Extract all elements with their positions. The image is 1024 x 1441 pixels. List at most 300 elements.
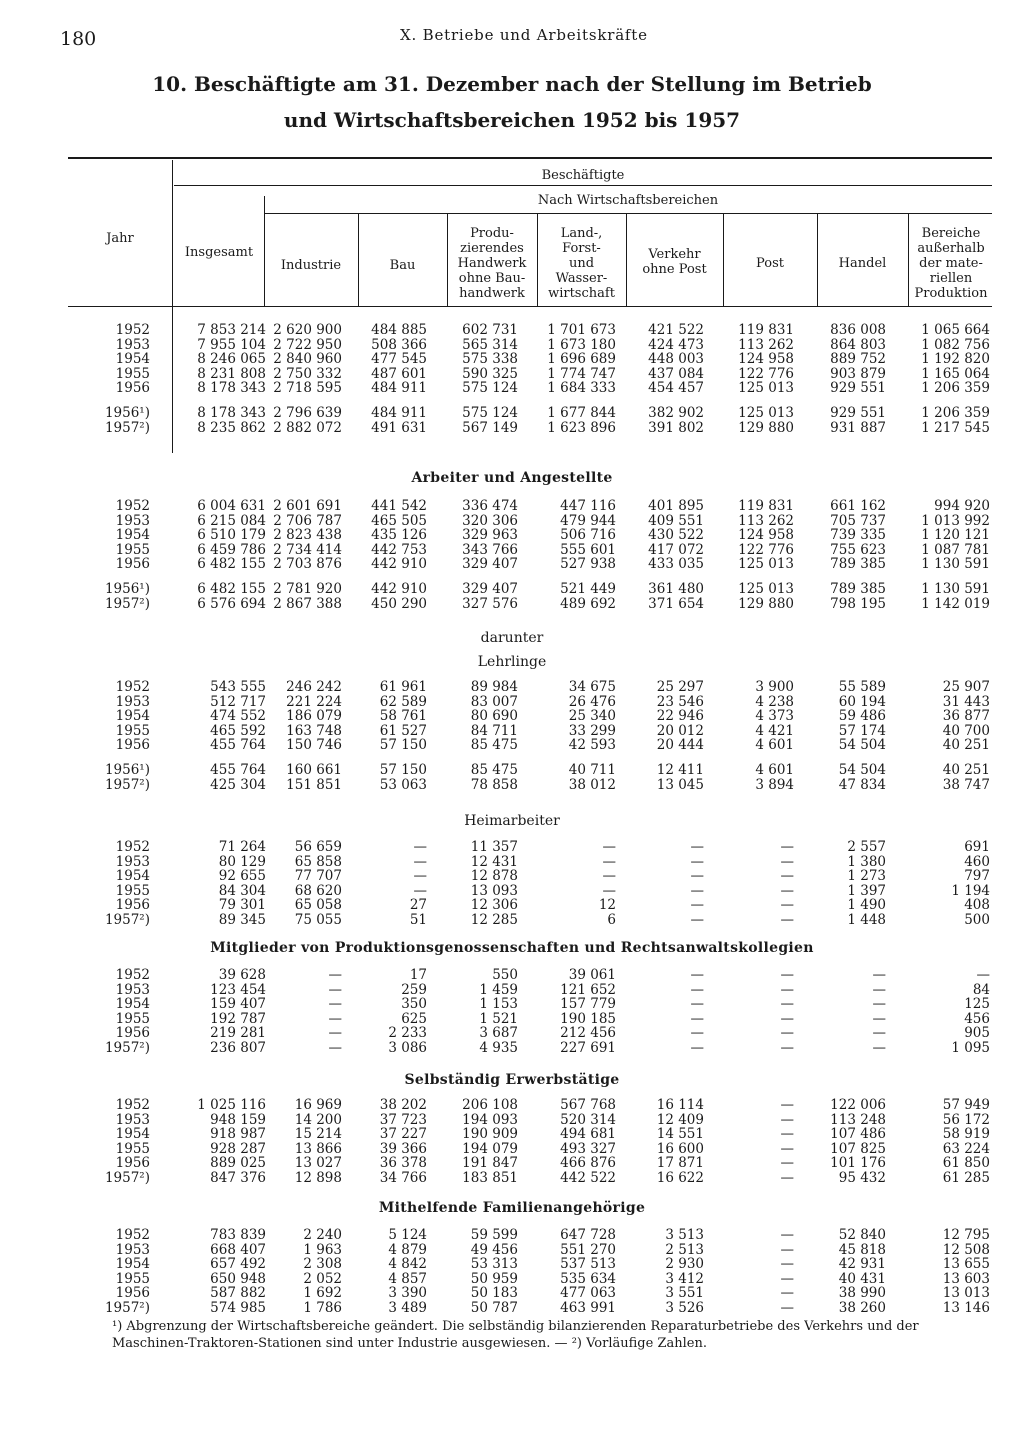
cell-insgesamt: 587 882 <box>210 1285 266 1302</box>
cell-handel: 47 834 <box>838 776 886 793</box>
cell-handel: 836 008 <box>830 322 886 338</box>
cell-verkehr: 2 930 <box>665 1256 704 1273</box>
cell-insgesamt: 543 555 <box>210 679 266 695</box>
table-row <box>0 1228 1024 1243</box>
cell-bau: 442 753 <box>371 541 427 558</box>
cell-insgesamt: 92 655 <box>218 868 266 885</box>
section-title: Heimarbeiter <box>464 813 560 829</box>
cell-bau: 37 723 <box>379 1111 427 1128</box>
cell-post: — <box>780 1040 794 1056</box>
cell-land: 190 185 <box>560 1010 616 1027</box>
table-row <box>0 763 1024 778</box>
cell-post: 4 373 <box>755 708 794 725</box>
cell-bau: 62 589 <box>379 693 427 710</box>
cell-bau: 491 631 <box>371 419 427 436</box>
cell-verkehr: — <box>690 839 704 855</box>
cell-post: — <box>780 1300 794 1316</box>
cell-handel: 95 432 <box>838 1170 886 1186</box>
cell-land: 479 944 <box>560 512 616 529</box>
cell-bereiche: 61 850 <box>942 1155 990 1172</box>
cell-insgesamt: 6 004 631 <box>197 498 266 514</box>
year-cell: 1955 <box>115 365 150 382</box>
cell-verkehr: 20 444 <box>656 737 704 754</box>
cell-handwerk: 50 787 <box>470 1300 518 1316</box>
cell-land: — <box>602 853 616 870</box>
cell-industrie: 2 840 960 <box>273 351 342 368</box>
cell-handwerk: 83 007 <box>470 693 518 710</box>
cell-land: 40 711 <box>568 762 616 778</box>
cell-industrie: 65 858 <box>294 853 342 870</box>
table-row <box>0 778 1024 793</box>
section-title: Lehrlinge <box>477 654 547 670</box>
cell-handel: 107 825 <box>830 1140 886 1157</box>
cell-bereiche: 57 949 <box>942 1097 990 1113</box>
cell-handwerk: 590 325 <box>462 365 518 382</box>
table-row <box>0 1098 1024 1113</box>
cell-handel: 889 752 <box>830 351 886 368</box>
cell-verkehr: — <box>690 1025 704 1042</box>
cell-post: — <box>780 1097 794 1113</box>
table-row <box>0 597 1024 612</box>
cell-bereiche: 40 251 <box>942 762 990 778</box>
cell-industrie: — <box>328 1010 342 1027</box>
cell-industrie: — <box>328 967 342 983</box>
cell-handel: 864 803 <box>830 336 886 353</box>
cell-handel: 38 990 <box>838 1285 886 1302</box>
year-cell: 1952 <box>115 679 150 695</box>
cell-land: 26 476 <box>568 693 616 710</box>
header-verkehr: Verkehr ohne Post <box>642 247 707 277</box>
cell-insgesamt: 455 764 <box>210 737 266 754</box>
cell-post: — <box>780 1256 794 1273</box>
year-cell: 1953 <box>115 853 150 870</box>
cell-bau: 484 911 <box>371 380 427 397</box>
cell-post: — <box>780 981 794 998</box>
cell-verkehr: — <box>690 996 704 1013</box>
cell-post: — <box>780 839 794 855</box>
cell-bau: 484 885 <box>371 322 427 338</box>
cell-verkehr: 17 871 <box>656 1155 704 1172</box>
year-cell: 1954 <box>115 1256 150 1273</box>
year-cell: 1954 <box>115 868 150 885</box>
cell-bereiche: 1 192 820 <box>921 351 990 368</box>
cell-bau: — <box>413 853 427 870</box>
header-bottom-rule <box>68 306 992 307</box>
cell-verkehr: — <box>690 1010 704 1027</box>
cell-handwerk: 327 576 <box>462 595 518 612</box>
cell-bereiche: 1 206 359 <box>921 405 990 421</box>
cell-post: — <box>780 1170 794 1186</box>
cell-verkehr: 454 457 <box>648 380 704 397</box>
cell-bereiche: 61 285 <box>942 1170 990 1186</box>
cell-bau: — <box>413 868 427 885</box>
cell-verkehr: — <box>690 853 704 870</box>
cell-insgesamt: 512 717 <box>210 693 266 710</box>
cell-handel: 755 623 <box>830 541 886 558</box>
cell-land: 447 116 <box>560 498 616 514</box>
cell-verkehr: 3 412 <box>665 1270 704 1287</box>
cell-bau: 487 601 <box>371 365 427 382</box>
year-cell: 1956 <box>115 897 150 914</box>
cell-handwerk: 567 149 <box>462 419 518 436</box>
cell-bau: 27 <box>409 897 427 914</box>
cell-handwerk: 3 687 <box>479 1025 518 1042</box>
cell-bau: 4 842 <box>388 1256 427 1273</box>
cell-bau: 259 <box>401 981 427 998</box>
table-row <box>0 323 1024 338</box>
cell-bau: 57 150 <box>379 762 427 778</box>
cell-bereiche: 460 <box>964 853 990 870</box>
cell-post: — <box>780 967 794 983</box>
cell-bereiche: 1 165 064 <box>921 365 990 382</box>
cell-bau: 17 <box>409 967 427 983</box>
cell-handel: — <box>872 1025 886 1042</box>
cell-land: 527 938 <box>560 556 616 573</box>
year-cell: 1957²) <box>104 419 150 436</box>
cell-bereiche: 1 194 <box>951 882 990 899</box>
cell-bereiche: 691 <box>964 839 990 855</box>
cell-bereiche: 12 508 <box>942 1241 990 1258</box>
cell-post: — <box>780 1140 794 1157</box>
cell-bau: 484 911 <box>371 405 427 421</box>
cell-post: 129 880 <box>738 419 794 436</box>
cell-handel: 903 879 <box>830 365 886 382</box>
cell-land: 1 701 673 <box>547 322 616 338</box>
cell-insgesamt: 192 787 <box>210 1010 266 1027</box>
table-row <box>0 582 1024 597</box>
section-pre-label: darunter <box>480 630 544 646</box>
cell-verkehr: 3 551 <box>665 1285 704 1302</box>
cell-handel: 789 385 <box>830 556 886 573</box>
year-cell: 1956 <box>115 1155 150 1172</box>
cell-bereiche: 25 907 <box>942 679 990 695</box>
cell-verkehr: 371 654 <box>648 595 704 612</box>
cell-handel: 42 931 <box>838 1256 886 1273</box>
cell-bereiche: 1 082 756 <box>921 336 990 353</box>
cell-handwerk: 575 124 <box>462 380 518 397</box>
cell-bau: 5 124 <box>388 1227 427 1243</box>
cell-bau: 465 505 <box>371 512 427 529</box>
cell-handwerk: 1 521 <box>479 1010 518 1027</box>
cell-handwerk: 12 878 <box>470 868 518 885</box>
cell-insgesamt: 80 129 <box>218 853 266 870</box>
cell-industrie: 77 707 <box>294 868 342 885</box>
cell-industrie: 2 601 691 <box>273 498 342 514</box>
cell-bereiche: 13 013 <box>942 1285 990 1302</box>
year-cell: 1954 <box>115 527 150 544</box>
cell-post: 125 013 <box>738 556 794 573</box>
year-cell: 1952 <box>115 967 150 983</box>
cell-handwerk: 194 079 <box>462 1140 518 1157</box>
cell-bereiche: 408 <box>964 897 990 914</box>
cell-bereiche: 1 095 <box>951 1040 990 1056</box>
cell-bereiche: 1 013 992 <box>921 512 990 529</box>
cell-land: — <box>602 882 616 899</box>
year-cell: 1957²) <box>104 1170 150 1186</box>
cell-handel: 54 504 <box>838 737 886 754</box>
cell-handwerk: 4 935 <box>479 1040 518 1056</box>
cell-handel: 929 551 <box>830 405 886 421</box>
cell-bereiche: 456 <box>964 1010 990 1027</box>
cell-bau: 38 202 <box>379 1097 427 1113</box>
cell-handel: 705 737 <box>830 512 886 529</box>
year-cell: 1955 <box>115 722 150 739</box>
cell-industrie: 75 055 <box>294 912 342 928</box>
cell-industrie: 68 620 <box>294 882 342 899</box>
cell-post: 129 880 <box>738 595 794 612</box>
cell-bereiche: 905 <box>964 1025 990 1042</box>
cell-post: 119 831 <box>738 322 794 338</box>
cell-handwerk: 84 711 <box>470 722 518 739</box>
cell-handel: 113 248 <box>830 1111 886 1128</box>
cell-handwerk: 575 338 <box>462 351 518 368</box>
table-row <box>0 352 1024 367</box>
cell-bau: 442 910 <box>371 581 427 597</box>
cell-verkehr: 3 513 <box>665 1227 704 1243</box>
cell-handel: 931 887 <box>830 419 886 436</box>
table-title-line-1: 10. Beschäftigte am 31. Dezember nach der Stellung im Betrieb <box>152 72 872 96</box>
cell-handel: 59 486 <box>838 708 886 725</box>
cell-handwerk: 329 407 <box>462 581 518 597</box>
cell-industrie: 15 214 <box>294 1126 342 1143</box>
cell-post: 4 421 <box>755 722 794 739</box>
cell-industrie: 150 746 <box>286 737 342 754</box>
cell-verkehr: — <box>690 967 704 983</box>
cell-insgesamt: 650 948 <box>210 1270 266 1287</box>
cell-bau: 4 879 <box>388 1241 427 1258</box>
cell-land: 212 456 <box>560 1025 616 1042</box>
year-cell: 1952 <box>115 322 150 338</box>
cell-bau: 350 <box>401 996 427 1013</box>
cell-handel: — <box>872 967 886 983</box>
cell-insgesamt: 474 552 <box>210 708 266 725</box>
cell-industrie: 1 963 <box>303 1241 342 1258</box>
cell-handel: 1 397 <box>847 882 886 899</box>
cell-verkehr: 401 895 <box>648 498 704 514</box>
cell-land: 535 634 <box>560 1270 616 1287</box>
cell-bau: 441 542 <box>371 498 427 514</box>
cell-insgesamt: 1 025 116 <box>197 1097 266 1113</box>
table-row <box>0 709 1024 724</box>
cell-post: 113 262 <box>738 336 794 353</box>
cell-bau: 442 910 <box>371 556 427 573</box>
year-cell: 1957²) <box>104 595 150 612</box>
header-handwerk: Produ- zierendes Handwerk ohne Bau- handwerk <box>457 226 527 301</box>
cell-post: 3 900 <box>755 679 794 695</box>
cell-bau: — <box>413 882 427 899</box>
header-rule-1 <box>174 185 992 186</box>
cell-bau: 57 150 <box>379 737 427 754</box>
cell-insgesamt: 847 376 <box>210 1170 266 1186</box>
cell-insgesamt: 668 407 <box>210 1241 266 1258</box>
cell-industrie: 2 718 595 <box>273 380 342 397</box>
cell-bereiche: 38 747 <box>942 776 990 793</box>
table-row <box>0 557 1024 572</box>
cell-handwerk: 78 858 <box>470 776 518 793</box>
table-row <box>0 968 1024 983</box>
cell-handel: 1 490 <box>847 897 886 914</box>
cell-handel: — <box>872 981 886 998</box>
cell-bau: 37 227 <box>379 1126 427 1143</box>
cell-land: 1 696 689 <box>547 351 616 368</box>
cell-industrie: 2 706 787 <box>273 512 342 529</box>
cell-verkehr: 382 902 <box>648 405 704 421</box>
year-cell: 1952 <box>115 1097 150 1113</box>
cell-bereiche: 31 443 <box>942 693 990 710</box>
cell-post: — <box>780 1270 794 1287</box>
cell-bau: 53 063 <box>379 776 427 793</box>
header-handel: Handel <box>838 256 887 271</box>
cell-land: 567 768 <box>560 1097 616 1113</box>
year-cell: 1955 <box>115 1270 150 1287</box>
cell-handwerk: 80 690 <box>470 708 518 725</box>
cell-industrie: 1 786 <box>303 1300 342 1316</box>
cell-post: — <box>780 1111 794 1128</box>
cell-post: 124 958 <box>738 351 794 368</box>
cell-post: — <box>780 868 794 885</box>
cell-land: 463 991 <box>560 1300 616 1316</box>
table-row <box>0 499 1024 514</box>
cell-bereiche: 1 130 591 <box>921 556 990 573</box>
cell-post: 125 013 <box>738 380 794 397</box>
cell-post: 4 601 <box>755 762 794 778</box>
year-cell: 1956 <box>115 737 150 754</box>
cell-handel: 2 557 <box>847 839 886 855</box>
cell-verkehr: 409 551 <box>648 512 704 529</box>
cell-insgesamt: 7 955 104 <box>197 336 266 353</box>
cell-handwerk: 191 847 <box>462 1155 518 1172</box>
cell-insgesamt: 6 482 155 <box>197 556 266 573</box>
cell-verkehr: — <box>690 912 704 928</box>
cell-post: — <box>780 1126 794 1143</box>
cell-handwerk: 12 431 <box>470 853 518 870</box>
cell-land: 555 601 <box>560 541 616 558</box>
table-row <box>0 680 1024 695</box>
cell-bereiche: 1 130 591 <box>921 581 990 597</box>
cell-land: 551 270 <box>560 1241 616 1258</box>
cell-insgesamt: 159 407 <box>210 996 266 1013</box>
table-row <box>0 913 1024 928</box>
cell-handel: 52 840 <box>838 1227 886 1243</box>
cell-industrie: 2 703 876 <box>273 556 342 573</box>
cell-bau: 58 761 <box>379 708 427 725</box>
table-row <box>0 840 1024 855</box>
header-nach-wirtschaftsbereichen: Nach Wirtschaftsbereichen <box>537 193 719 208</box>
cell-verkehr: 12 411 <box>656 762 704 778</box>
cell-insgesamt: 465 592 <box>210 722 266 739</box>
cell-insgesamt: 8 231 808 <box>197 365 266 382</box>
cell-bereiche: 1 087 781 <box>921 541 990 558</box>
cell-post: — <box>780 1025 794 1042</box>
cell-industrie: 2 867 388 <box>273 595 342 612</box>
cell-bereiche: 84 <box>972 981 990 998</box>
cell-industrie: 14 200 <box>294 1111 342 1128</box>
cell-post: — <box>780 996 794 1013</box>
cell-industrie: 16 969 <box>294 1097 342 1113</box>
cell-insgesamt: 84 304 <box>218 882 266 899</box>
cell-industrie: 160 661 <box>286 762 342 778</box>
cell-verkehr: 16 622 <box>656 1170 704 1186</box>
cell-handwerk: 59 599 <box>470 1227 518 1243</box>
year-cell: 1952 <box>115 498 150 514</box>
cell-handwerk: 190 909 <box>462 1126 518 1143</box>
table-row <box>0 1127 1024 1142</box>
cell-bereiche: 13 146 <box>942 1300 990 1316</box>
cell-industrie: 2 620 900 <box>273 322 342 338</box>
cell-handwerk: 53 313 <box>470 1256 518 1273</box>
cell-insgesamt: 6 459 786 <box>197 541 266 558</box>
cell-verkehr: 2 513 <box>665 1241 704 1258</box>
cell-industrie: 2 882 072 <box>273 419 342 436</box>
cell-land: 494 681 <box>560 1126 616 1143</box>
cell-handwerk: 550 <box>492 967 518 983</box>
cell-handel: 57 174 <box>838 722 886 739</box>
cell-bau: 36 378 <box>379 1155 427 1172</box>
cell-verkehr: 13 045 <box>656 776 704 793</box>
cell-industrie: 2 781 920 <box>273 581 342 597</box>
cell-verkehr: 25 297 <box>656 679 704 695</box>
cell-industrie: 2 796 639 <box>273 405 342 421</box>
cell-land: 1 623 896 <box>547 419 616 436</box>
cell-industrie: — <box>328 1025 342 1042</box>
cell-industrie: 13 027 <box>294 1155 342 1172</box>
year-cell: 1955 <box>115 541 150 558</box>
year-cell: 1954 <box>115 996 150 1013</box>
cell-verkehr: 12 409 <box>656 1111 704 1128</box>
cell-industrie: — <box>328 1040 342 1056</box>
cell-post: — <box>780 853 794 870</box>
cell-bereiche: 63 224 <box>942 1140 990 1157</box>
cell-handel: 122 006 <box>830 1097 886 1113</box>
cell-insgesamt: 783 839 <box>210 1227 266 1243</box>
cell-land: 157 779 <box>560 996 616 1013</box>
cell-bereiche: 1 065 664 <box>921 322 990 338</box>
cell-insgesamt: 889 025 <box>210 1155 266 1172</box>
cell-verkehr: 424 473 <box>648 336 704 353</box>
cell-verkehr: 430 522 <box>648 527 704 544</box>
cell-insgesamt: 455 764 <box>210 762 266 778</box>
cell-land: 489 692 <box>560 595 616 612</box>
cell-land: 521 449 <box>560 581 616 597</box>
year-cell: 1957²) <box>104 1040 150 1056</box>
year-cell: 1957²) <box>104 912 150 928</box>
cell-verkehr: — <box>690 868 704 885</box>
cell-insgesamt: 6 510 179 <box>197 527 266 544</box>
year-cell: 1957²) <box>104 1300 150 1316</box>
cell-insgesamt: 7 853 214 <box>197 322 266 338</box>
cell-handwerk: 343 766 <box>462 541 518 558</box>
cell-handel: 1 448 <box>847 912 886 928</box>
cell-insgesamt: 6 576 694 <box>197 595 266 612</box>
cell-land: 1 673 180 <box>547 336 616 353</box>
cell-handwerk: 50 959 <box>470 1270 518 1287</box>
table-row <box>0 1301 1024 1316</box>
cell-handel: 54 504 <box>838 762 886 778</box>
cell-post: — <box>780 1285 794 1302</box>
cell-handwerk: 13 093 <box>470 882 518 899</box>
year-cell: 1953 <box>115 981 150 998</box>
cell-verkehr: 433 035 <box>648 556 704 573</box>
table-row <box>0 997 1024 1012</box>
cell-bereiche: 500 <box>964 912 990 928</box>
cell-land: 227 691 <box>560 1040 616 1056</box>
cell-post: — <box>780 897 794 914</box>
cell-handel: 1 380 <box>847 853 886 870</box>
cell-industrie: 2 240 <box>303 1227 342 1243</box>
cell-insgesamt: 928 287 <box>210 1140 266 1157</box>
cell-land: 25 340 <box>568 708 616 725</box>
table-row <box>0 738 1024 753</box>
